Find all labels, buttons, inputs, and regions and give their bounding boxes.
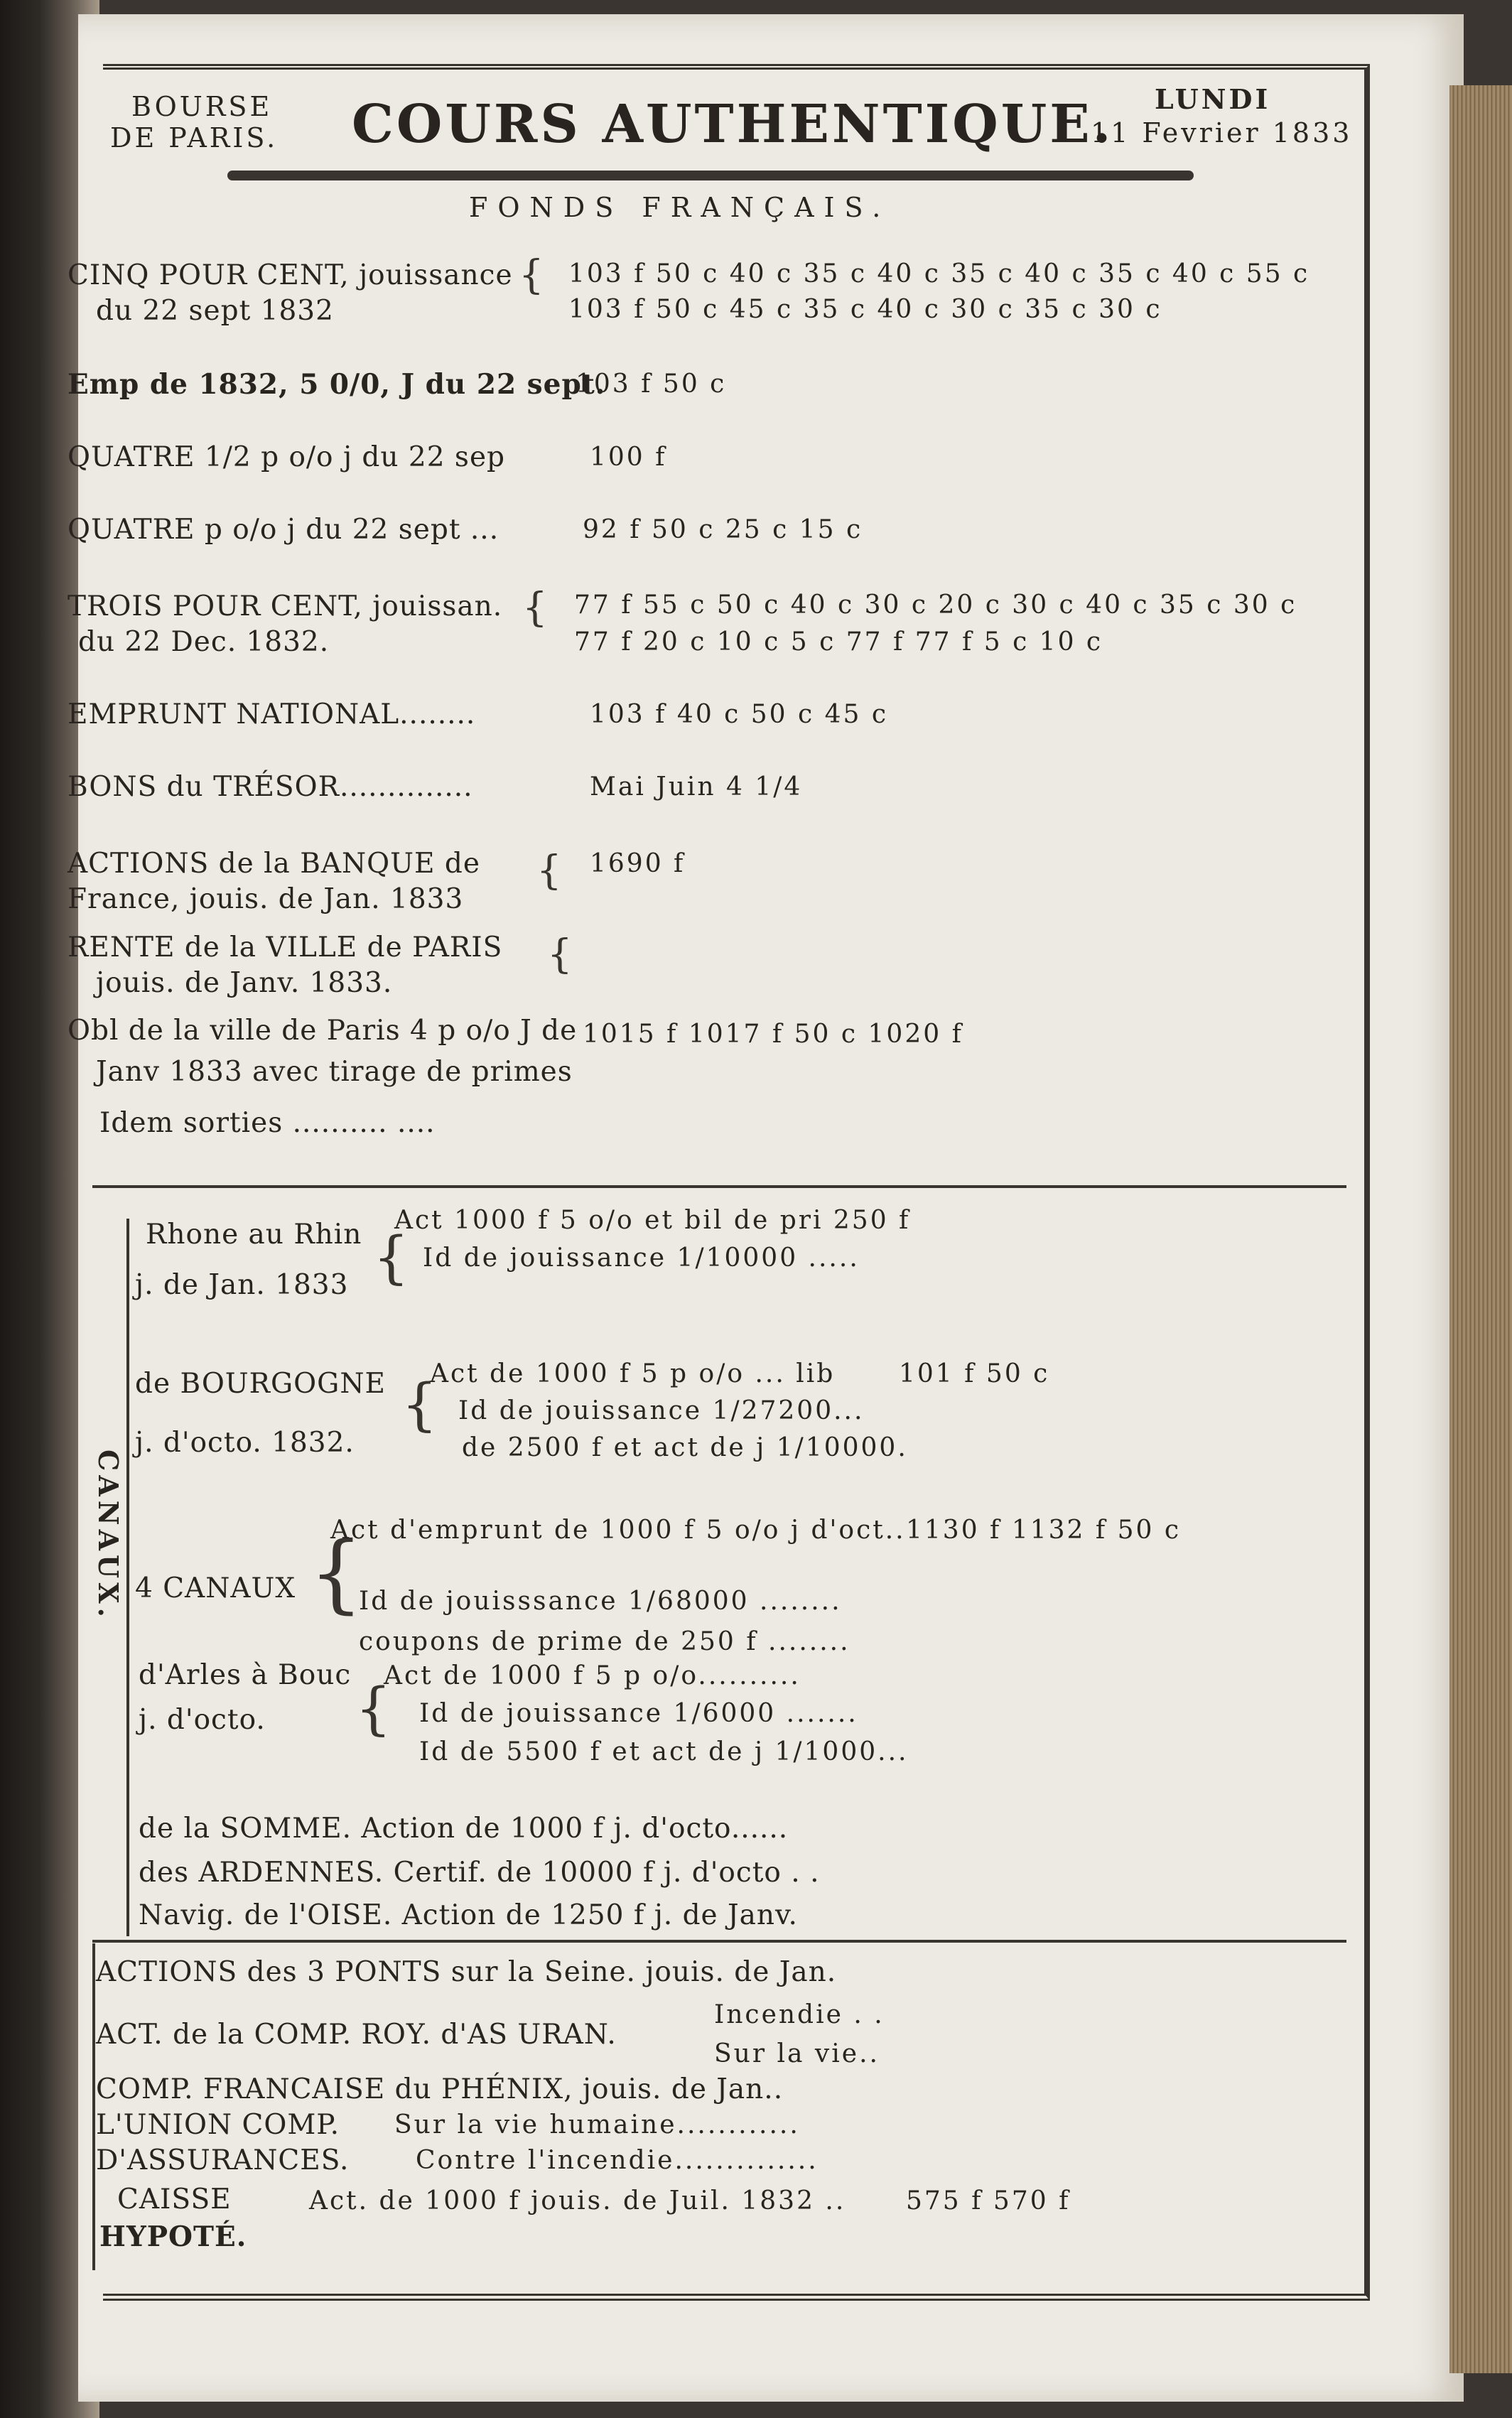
actions-union1: L'UNION COMP. [96, 2109, 340, 2141]
fonds-row-3-quote1: 92 f 50 c 25 c 15 c [583, 515, 863, 544]
fonds-row-9-quote1: 1015 f 1017 f 50 c 1020 f [583, 1020, 963, 1049]
fonds-row-0-quote2: 103 f 50 c 45 c 35 c 40 c 30 c 35 c 30 c [568, 295, 1162, 324]
actions-phenix: COMP. FRANCAISE du PHÉNIX, jouis. de Jan.. [96, 2073, 784, 2105]
brace: { [519, 252, 544, 298]
actions-union1-right: Sur la vie humaine............ [394, 2110, 800, 2139]
fonds-row-5-label1: EMPRUNT NATIONAL........ [68, 698, 476, 730]
actions-union2: D'ASSURANCES. [96, 2144, 350, 2176]
fonds-row-4-label2: du 22 Dec. 1832. [78, 626, 330, 658]
actions-ponts: ACTIONS des 3 PONTS sur la Seine. jouis. de Jan. [96, 1956, 837, 1988]
fonds-row-9-label2: Janv 1833 avec tirage de primes [96, 1056, 573, 1088]
header-date: 11 Fevrier 1833 [1091, 117, 1353, 149]
actions-assur-royale: ACT. de la COMP. ROY. d'AS URAN. [96, 2019, 617, 2051]
fonds-row-3-label1: QUATRE p o/o j du 22 sept ... [68, 514, 500, 546]
canal-rhone-name2: j. de Jan. 1833 [135, 1269, 349, 1301]
actions-vertical-rule [92, 1943, 95, 2270]
section-divider [92, 1185, 1346, 1188]
canal-arles-line1: Act de 1000 f 5 p o/o.......... [384, 1661, 801, 1690]
canal-oise: Navig. de l'OISE. Action de 1250 f j. de Janv. [139, 1899, 798, 1931]
actions-caisse2: HYPOTÉ. [99, 2220, 247, 2253]
fonds-row-9-label1: Obl de la ville de Paris 4 p o/o J de [68, 1015, 578, 1047]
canal-quatre-line2: Id de jouisssance 1/68000 ........ [359, 1587, 842, 1616]
canaux-side-text: CANAUX. [92, 1450, 124, 1621]
page-edges [1449, 85, 1512, 2373]
fonds-row-7-quote1: 1690 f [590, 849, 686, 878]
actions-incendie: Incendie . . [714, 2000, 885, 2029]
fonds-row-8-label1: RENTE de la VILLE de PARIS [68, 932, 503, 964]
actions-union2-right: Contre l'incendie.............. [416, 2146, 819, 2175]
fonds-row-0-quote1: 103 f 50 c 40 c 35 c 40 c 35 c 40 c 35 c 40 c 55 c [568, 259, 1310, 288]
fonds-row-2-quote1: 100 f [590, 443, 667, 472]
brace: { [401, 1371, 438, 1437]
canal-ardennes: des ARDENNES. Certif. de 10000 f j. d'octo . . [139, 1857, 820, 1889]
canal-arles-line2: Id de jouissance 1/6000 ....... [419, 1699, 858, 1728]
section-title: FONDS FRANÇAIS. [469, 192, 891, 223]
fonds-row-10-label1: Idem sorties .......... .... [99, 1107, 436, 1139]
canal-rhone-line1: Act 1000 f 5 o/o et bil de pri 250 f [394, 1206, 911, 1235]
brace: { [522, 585, 548, 631]
section-divider [92, 1940, 1346, 1943]
canal-arles-line3: Id de 5500 f et act de j 1/1000... [419, 1737, 909, 1766]
fonds-row-5-quote1: 103 f 40 c 50 c 45 c [590, 700, 889, 729]
header-left-line2: DE PARIS. [110, 122, 279, 153]
fonds-row-0-label2: du 22 sept 1832 [96, 295, 334, 327]
canaux-side-label [89, 1450, 124, 1621]
brace: { [536, 848, 562, 894]
header-left-line1: BOURSE [131, 91, 273, 122]
canal-bourgogne-line1: Act de 1000 f 5 p o/o ... lib [430, 1359, 836, 1388]
brace: { [547, 932, 573, 978]
fonds-row-8-label2: jouis. de Janv. 1833. [96, 967, 393, 999]
header-right-line1: LUNDI [1155, 83, 1271, 115]
canal-bourgogne-line3: de 2500 f et act de j 1/10000. [462, 1433, 908, 1462]
brace: { [355, 1675, 392, 1742]
canal-bourgogne-name1: de BOURGOGNE [135, 1368, 386, 1400]
canal-arles-name2: j. d'octo. [139, 1704, 266, 1736]
canal-quatre-line1: Act d'emprunt de 1000 f 5 o/o j d'oct.. [330, 1516, 906, 1545]
canal-bourgogne-name2: j. d'octo. 1832. [135, 1427, 355, 1459]
canal-bourgogne-quote: 101 f 50 c [899, 1359, 1050, 1388]
fonds-row-7-label1: ACTIONS de la BANQUE de [68, 848, 480, 880]
brace: { [309, 1524, 364, 1623]
canal-somme: de la SOMME. Action de 1000 f j. d'octo...... [139, 1813, 789, 1845]
fonds-row-1-quote1: 103 f 50 c [576, 369, 727, 399]
page-title: COURS AUTHENTIQUE. [352, 94, 1114, 155]
brace: { [373, 1224, 409, 1290]
actions-caisse-right: Act. de 1000 f jouis. de Juil. 1832 .. [309, 2186, 846, 2215]
fonds-row-1-label1: Emp de 1832, 5 0/0, J du 22 sept. [68, 368, 606, 401]
canal-arles-name1: d'Arles à Bouc [139, 1659, 352, 1691]
fonds-row-4-quote1: 77 f 55 c 50 c 40 c 30 c 20 c 30 c 40 c 35 c 30 c [574, 590, 1297, 620]
fonds-row-7-label2: France, jouis. de Jan. 1833 [68, 883, 464, 915]
fonds-row-0-label1: CINQ POUR CENT, jouissance [68, 259, 513, 291]
fonds-row-4-label1: TROIS POUR CENT, jouissan. [68, 590, 503, 622]
canal-quatre-quote: 1130 f 1132 f 50 c [906, 1516, 1182, 1545]
canal-rhone-line2: Id de jouissance 1/10000 ..... [423, 1243, 860, 1273]
canal-quatre-line3: coupons de prime de 250 f ........ [359, 1627, 850, 1656]
actions-caisse1: CAISSE [117, 2184, 232, 2215]
fonds-row-6-quote1: Mai Juin 4 1/4 [590, 772, 803, 801]
header-ornament [227, 171, 1194, 180]
fonds-row-4-quote2: 77 f 20 c 10 c 5 c 77 f 77 f 5 c 10 c [574, 627, 1103, 657]
actions-caisse-quote: 575 f 570 f [906, 2186, 1071, 2215]
fonds-row-2-label1: QUATRE 1/2 p o/o j du 22 sep [68, 441, 505, 473]
canal-rhone-name1: Rhone au Rhin [146, 1219, 362, 1251]
fonds-row-6-label1: BONS du TRÉSOR.............. [68, 771, 473, 803]
canal-bourgogne-line2: Id de jouissance 1/27200... [458, 1396, 865, 1425]
canal-quatre-name: 4 CANAUX [135, 1572, 296, 1604]
actions-sur-la-vie: Sur la vie.. [714, 2039, 880, 2068]
